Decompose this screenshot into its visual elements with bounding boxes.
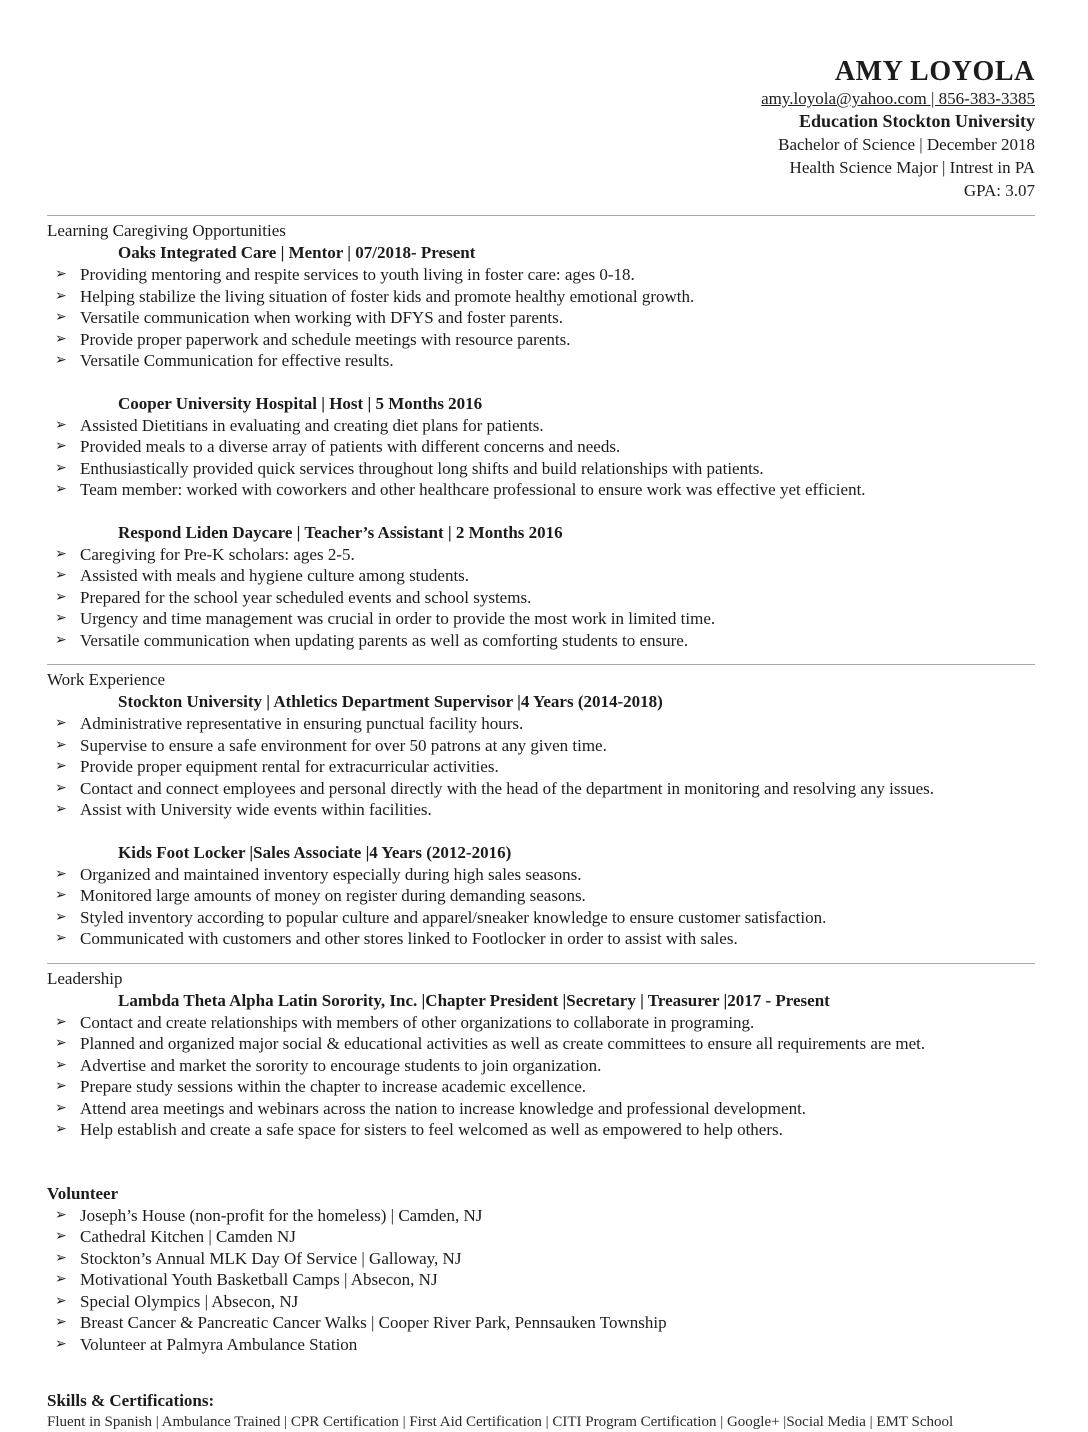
resume-section-1 [47,664,1035,950]
resume-section-3 [47,1183,1035,1356]
bullet-item [47,1312,1035,1334]
bullet-item [47,1012,1035,1034]
arrow-bullet-icon: ➢ [55,1122,67,1137]
bullet-text: Prepare study sessions within the chapter to increase academic excellence. [80,1077,587,1096]
bullet-text: Help establish and create a safe space for sisters to feel welcomed as well as empowered to help others. [80,1120,783,1139]
resume-section-2 [47,963,1035,1141]
arrow-bullet-icon: ➢ [55,267,67,282]
job-entry [47,242,1035,372]
arrow-bullet-icon: ➢ [55,716,67,731]
arrow-bullet-icon: ➢ [55,802,67,817]
arrow-bullet-icon: ➢ [55,1207,67,1223]
arrow-bullet-icon: ➢ [55,417,67,433]
section-title: Work Experience [47,670,166,689]
bullet-text: Versatile Communication for effective results. [80,351,394,370]
bullet-text: Styled inventory according to popular culture and apparel/sneaker knowledge to ensure customer satisfaction. [80,907,827,927]
arrow-bullet-icon: ➢ [55,611,67,626]
bullet-item [47,1076,1035,1098]
bullet-text: Motivational Youth Basketball Camps | Absecon, NJ [80,1270,438,1289]
bullet-text: Helping stabilize the living situation of foster kids and promote healthy emotional growth. [80,286,695,306]
bullet-text: Breast Cancer & Pancreatic Cancer Walks | Cooper River Park, Pennsauken Township [80,1313,667,1332]
bullet-item [47,907,1035,929]
bullet-text: Versatile communication when updating parents as well as comforting students to ensure. [80,630,689,650]
bullet-text: Provide proper equipment rental for extracurricular activities. [80,757,499,776]
job-entry [47,691,1035,821]
education-title: Education Stockton University [798,111,1035,131]
bullet-text: Stockton’s Annual MLK Day Of Service | Galloway, NJ [80,1248,462,1268]
bullet-text: Volunteer at Palmyra Ambulance Station [80,1334,358,1354]
bullet-text: Advertise and market the sorority to encourage students to join organization. [80,1055,602,1075]
bullet-item [47,885,1035,907]
bullet-text: Organized and maintained inventory especially during high sales seasons. [80,864,582,884]
arrow-bullet-icon: ➢ [55,353,67,368]
job-heading: Lambda Theta Alpha Latin Sorority, Inc. |Chapter President |Secretary | Treasurer |2017 - Present [118,990,830,1010]
bullet-item [47,1205,1035,1227]
bullet-item [47,436,1035,458]
section-divider [47,664,1035,665]
bullet-item [47,735,1035,757]
bullet-item [47,864,1035,886]
bullet-text: Communicated with customers and other stores linked to Footlocker in order to assist with sales. [80,929,738,948]
job-heading: Cooper University Hospital | Host | 5 Months 2016 [118,393,483,413]
bullet-item [47,350,1035,372]
bullet-item [47,286,1035,308]
bullet-item [47,1226,1035,1248]
bullet-item [47,756,1035,778]
bullet-text: Planned and organized major social & educational activities as well as create committees to ensure all requirements are met. [80,1034,926,1053]
job-heading: Respond Liden Daycare | Teacher’s Assistant | 2 Months 2016 [118,522,563,542]
arrow-bullet-icon: ➢ [55,780,67,796]
bullet-text: Providing mentoring and respite services to youth living in foster care: ages 0-18. [80,265,635,284]
bullet-item [47,928,1035,950]
bullet-item [47,1269,1035,1291]
arrow-bullet-icon: ➢ [55,589,67,605]
section-title: Learning Caregiving Opportunities [47,221,286,240]
job-entry [47,990,1035,1141]
bullet-item [47,1334,1035,1356]
arrow-bullet-icon: ➢ [55,931,67,946]
arrow-bullet-icon: ➢ [55,1100,67,1116]
skills-section [47,1389,1035,1432]
bullet-text: Cathedral Kitchen | Camden NJ [80,1227,296,1246]
arrow-bullet-icon: ➢ [55,460,67,476]
bullet-text: Special Olympics | Absecon, NJ [80,1291,299,1311]
bullet-item [47,1098,1035,1120]
arrow-bullet-icon: ➢ [55,1272,67,1287]
arrow-bullet-icon: ➢ [55,310,67,325]
bullet-item [47,1248,1035,1270]
arrow-bullet-icon: ➢ [55,888,67,903]
bullet-item [47,307,1035,329]
bullet-text: Prepared for the school year scheduled events and school systems. [80,587,532,607]
section-title: Volunteer [47,1183,119,1203]
contact-line: amy.loyola@yahoo.com | 856-383-3385 [761,89,1035,108]
job-entry [47,842,1035,950]
job-heading: Oaks Integrated Care | Mentor | 07/2018- Present [118,243,476,262]
bullet-text: Contact and connect employees and personal directly with the head of the department in monitoring and resolving any issues. [80,778,935,798]
bullet-text: Assist with University wide events within facilities. [80,800,432,819]
bullet-text: Enthusiastically provided quick services throughout long shifts and build relationships with patients. [80,458,764,478]
job-entry [47,393,1035,501]
arrow-bullet-icon: ➢ [55,1014,67,1030]
section-title: Leadership [47,968,123,988]
bullet-text: Assisted with meals and hygiene culture among students. [80,566,470,585]
arrow-bullet-icon: ➢ [55,1036,67,1051]
bullet-item [47,778,1035,800]
degree-line: Bachelor of Science | December 2018 [778,135,1035,154]
arrow-bullet-icon: ➢ [55,1315,67,1330]
bullet-item [47,458,1035,480]
arrow-bullet-icon: ➢ [55,759,67,774]
job-entry [47,522,1035,652]
bullet-text: Monitored large amounts of money on register during demanding seasons. [80,886,586,905]
arrow-bullet-icon: ➢ [55,1229,67,1244]
bullet-text: Provided meals to a diverse array of patients with different concerns and needs. [80,437,621,456]
skills-list: Fluent in Spanish | Ambulance Trained | CPR Certification | First Aid Certification | CITI Program Certification | Google+ |Social Media | EMT School [47,1414,954,1430]
bullet-item [47,1033,1035,1055]
bullet-item [47,799,1035,821]
bullet-item [47,264,1035,286]
arrow-bullet-icon: ➢ [55,632,67,648]
bullet-item [47,479,1035,501]
arrow-bullet-icon: ➢ [55,1250,67,1266]
arrow-bullet-icon: ➢ [55,1293,67,1309]
bullet-item [47,713,1035,735]
bullet-text: Administrative representative in ensuring punctual facility hours. [80,714,524,733]
arrow-bullet-icon: ➢ [55,1057,67,1073]
arrow-bullet-icon: ➢ [55,331,67,347]
resume-body [47,215,1035,1355]
bullet-text: Provide proper paperwork and schedule meetings with resource parents. [80,329,571,349]
arrow-bullet-icon: ➢ [55,1336,67,1352]
arrow-bullet-icon: ➢ [55,288,67,304]
section-divider [47,963,1035,964]
resume-header [47,56,1035,202]
arrow-bullet-icon: ➢ [55,737,67,753]
arrow-bullet-icon: ➢ [55,1079,67,1094]
bullet-item [47,329,1035,351]
resume-section-0 [47,215,1035,651]
bullet-item [47,415,1035,437]
bullet-text: Urgency and time management was crucial in order to provide the most work in limited time. [80,609,716,628]
job-heading: Stockton University | Athletics Department Supervisor |4 Years (2014-2018) [118,692,663,711]
bullet-text: Joseph’s House (non-profit for the homeless) | Camden, NJ [80,1205,483,1225]
bullet-text: Assisted Dietitians in evaluating and creating diet plans for patients. [80,415,544,435]
gpa-line: GPA: 3.07 [963,181,1035,200]
bullet-text: Team member: worked with coworkers and other healthcare professional to ensure work was effective yet efficient. [80,480,866,499]
bullet-item [47,544,1035,566]
bullet-text: Versatile communication when working with DFYS and foster parents. [80,308,563,327]
bullet-item [47,608,1035,630]
arrow-bullet-icon: ➢ [55,568,67,583]
bullet-item [47,1055,1035,1077]
job-heading: Kids Foot Locker |Sales Associate |4 Years (2012-2016) [118,842,512,862]
skills-title: Skills & Certifications: [47,1391,215,1410]
arrow-bullet-icon: ➢ [55,482,67,497]
section-divider [47,215,1035,216]
bullet-item [47,1291,1035,1313]
major-line: Health Science Major | Intrest in PA [789,158,1035,177]
bullet-text: Supervise to ensure a safe environment for over 50 patrons at any given time. [80,735,607,755]
job-entry [47,1205,1035,1356]
bullet-text: Contact and create relationships with members of other organizations to collaborate in programing. [80,1012,755,1032]
bullet-item [47,565,1035,587]
arrow-bullet-icon: ➢ [55,439,67,454]
bullet-text: Caregiving for Pre-K scholars: ages 2-5. [80,544,355,564]
bullet-text: Attend area meetings and webinars across the nation to increase knowledge and professional development. [80,1098,807,1118]
bullet-item [47,587,1035,609]
bullet-item [47,1119,1035,1141]
arrow-bullet-icon: ➢ [55,546,67,562]
candidate-name: AMY LOYOLA [834,56,1035,87]
bullet-item [47,630,1035,652]
arrow-bullet-icon: ➢ [55,866,67,882]
arrow-bullet-icon: ➢ [55,909,67,925]
